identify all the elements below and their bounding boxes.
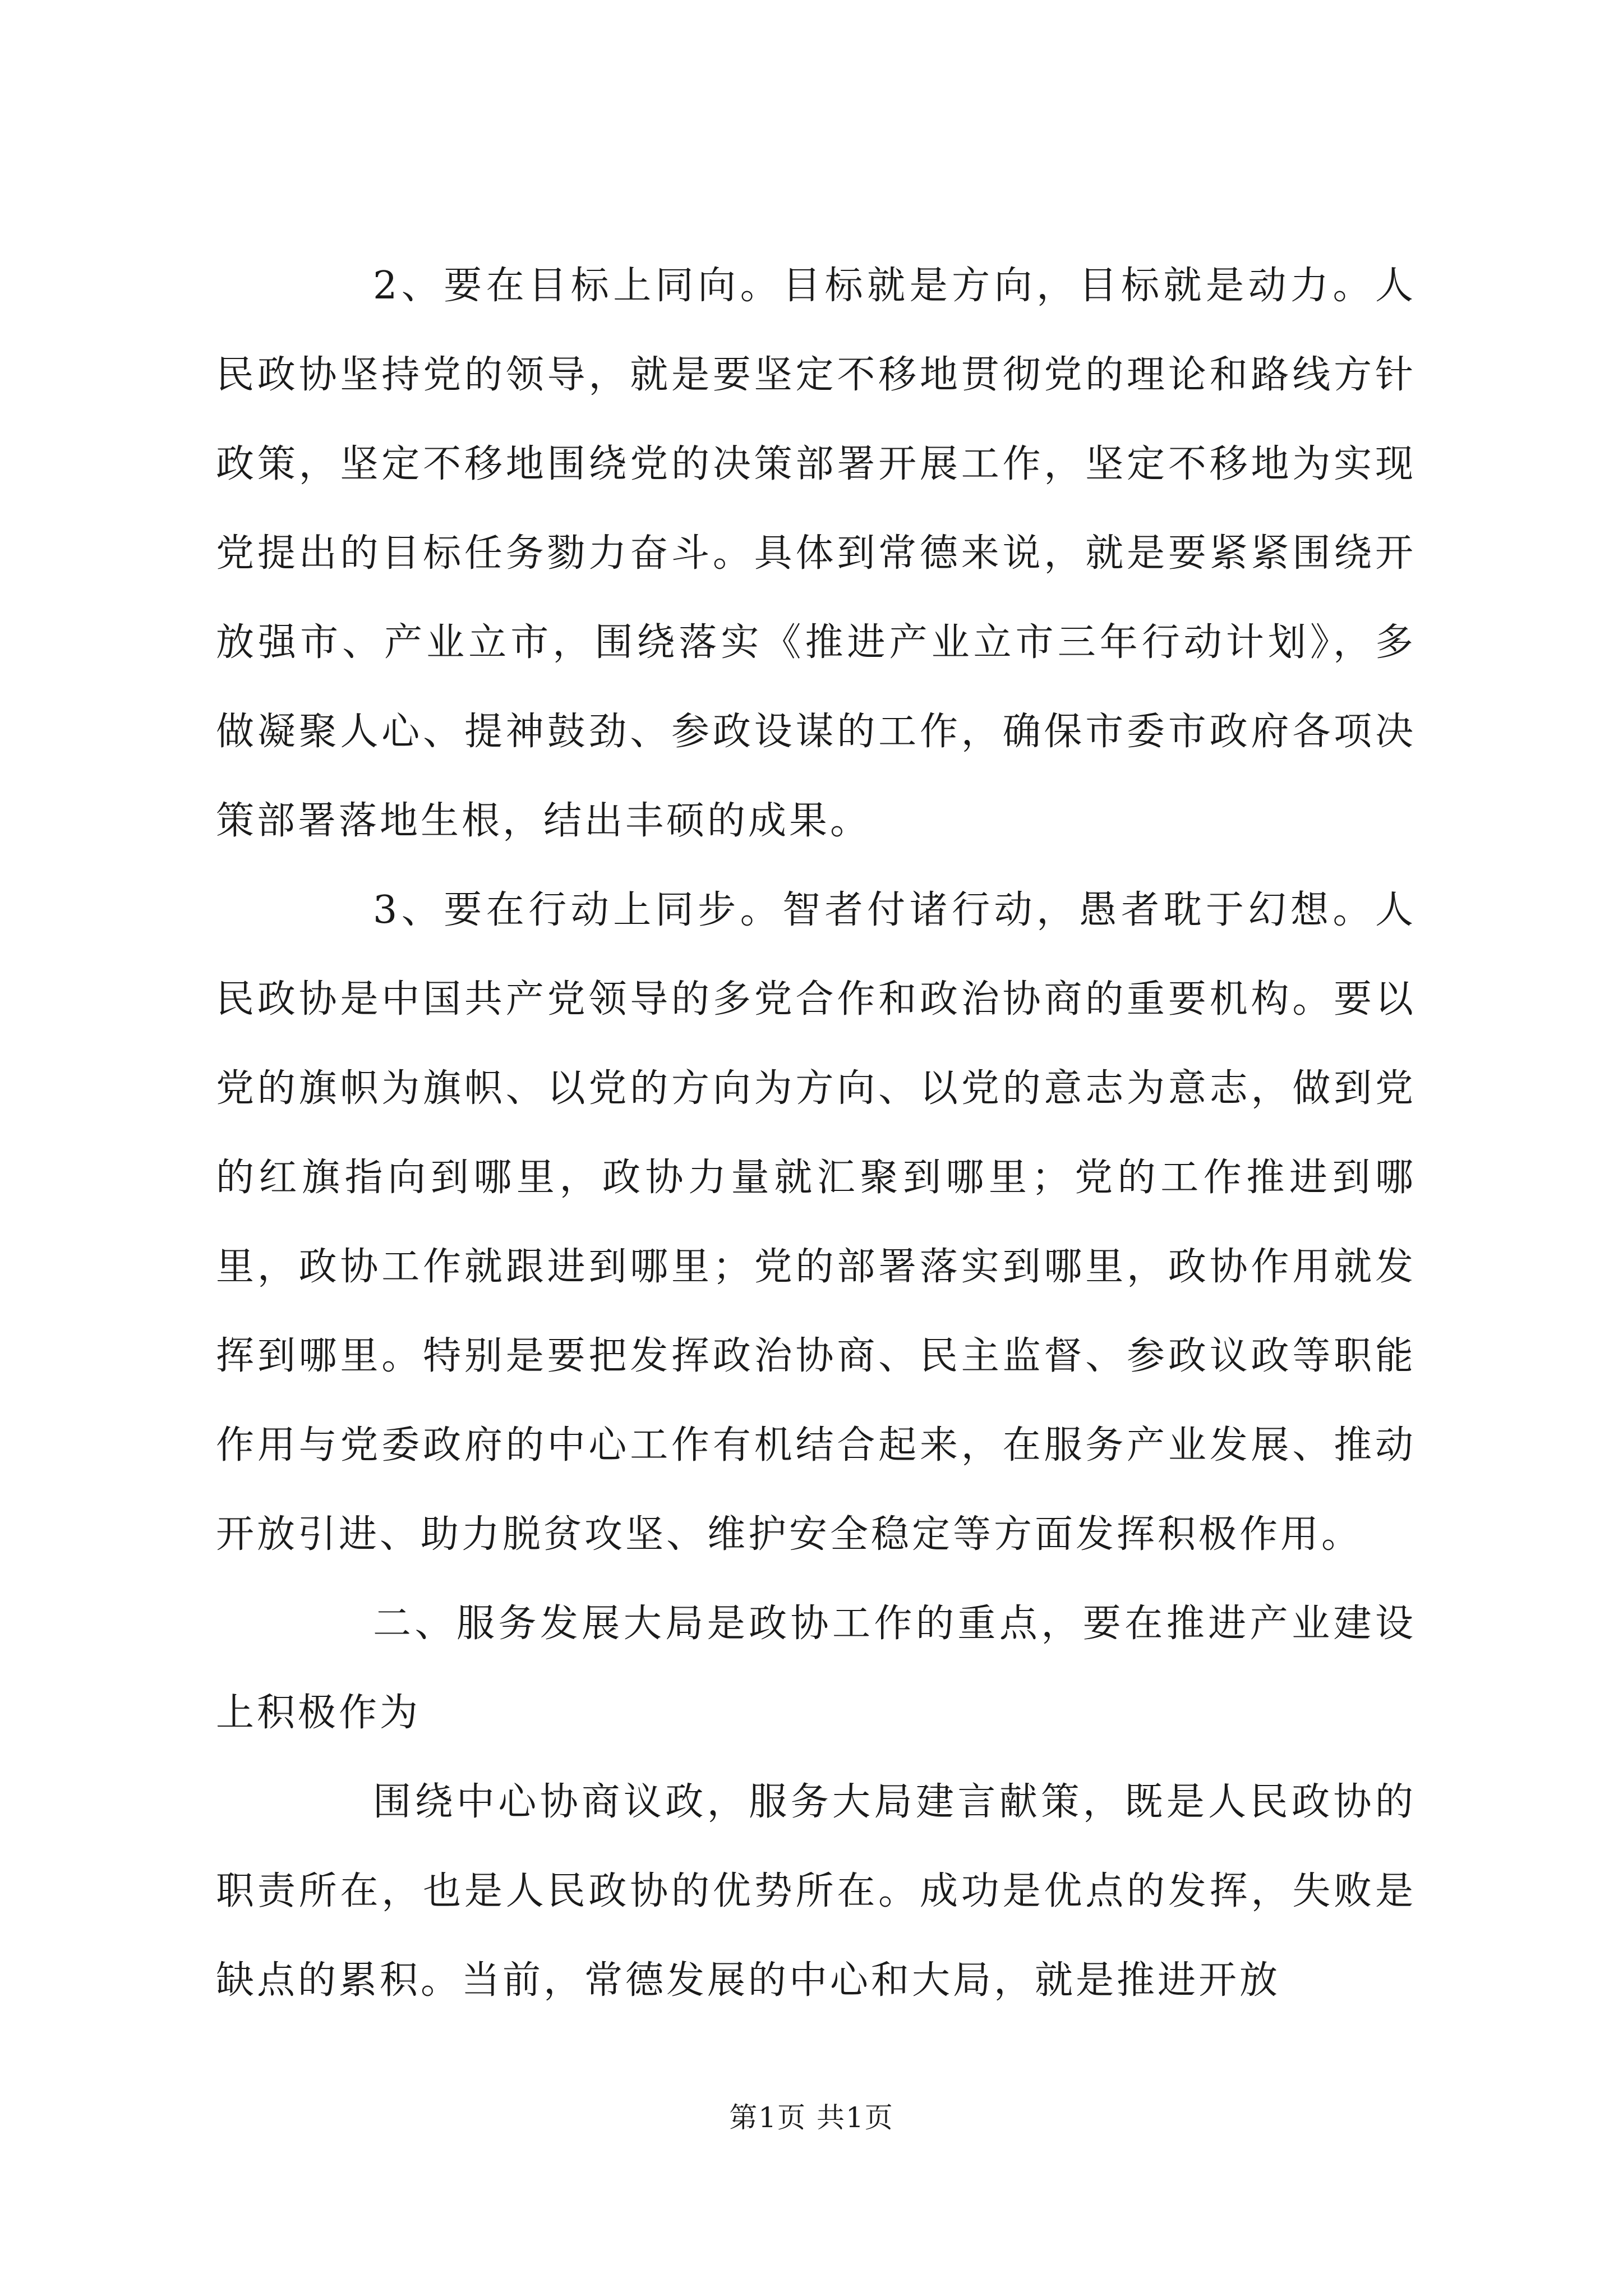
- paragraph-consultation: 围绕中心协商议政，服务大局建言献策，既是人民政协的职责所在，也是人民政协的优势所在。成功是优点的发挥，失败是缺点的累积。当前，常德发展的中心和大局，就是推进开放: [216, 1780, 1416, 2003]
- paragraph-goal-alignment: 2、要在目标上同向。目标就是方向，目标就是动力。人民政协坚持党的领导，就是要坚定不移地贯彻党的理论和路线方针政策，坚定不移地围绕党的决策部署开展工作，坚定不移地为实现党提出的目标任务勠力奋斗。具体到常德来说，就是要紧紧围绕开放强市、产业立市，围绕落实《推进产业立市三年行动计划》，多做凝聚人心、提神鼓劲、参政设谋的工作，确保市委市政府各项决策部署落地生根，结出丰硕的成果。: [216, 264, 1416, 843]
- section-heading-development: 二、服务发展大局是政协工作的重点，要在推进产业建设上积极作为: [216, 1602, 1416, 1735]
- paragraph-action-sync: 3、要在行动上同步。智者付诸行动，愚者耽于幻想。人民政协是中国共产党领导的多党合作和政治协商的重要机构。要以党的旗帜为旗帜、以党的方向为方向、以党的意志为意志，做到党的红旗指向到哪里，政协力量就汇聚到哪里；党的工作推进到哪里，政协工作就跟进到哪里；党的部署落实到哪里，政协作用就发挥到哪里。特别是要把发挥政治协商、民主监督、参政议政等职能作用与党委政府的中心工作有机结合起来，在服务产业发展、推动开放引进、助力脱贫攻坚、维护安全稳定等方面发挥积极作用。: [216, 888, 1416, 1557]
- document-body: [216, 241, 1416, 2025]
- page-number-footer: 第1页 共1页: [729, 2101, 894, 2134]
